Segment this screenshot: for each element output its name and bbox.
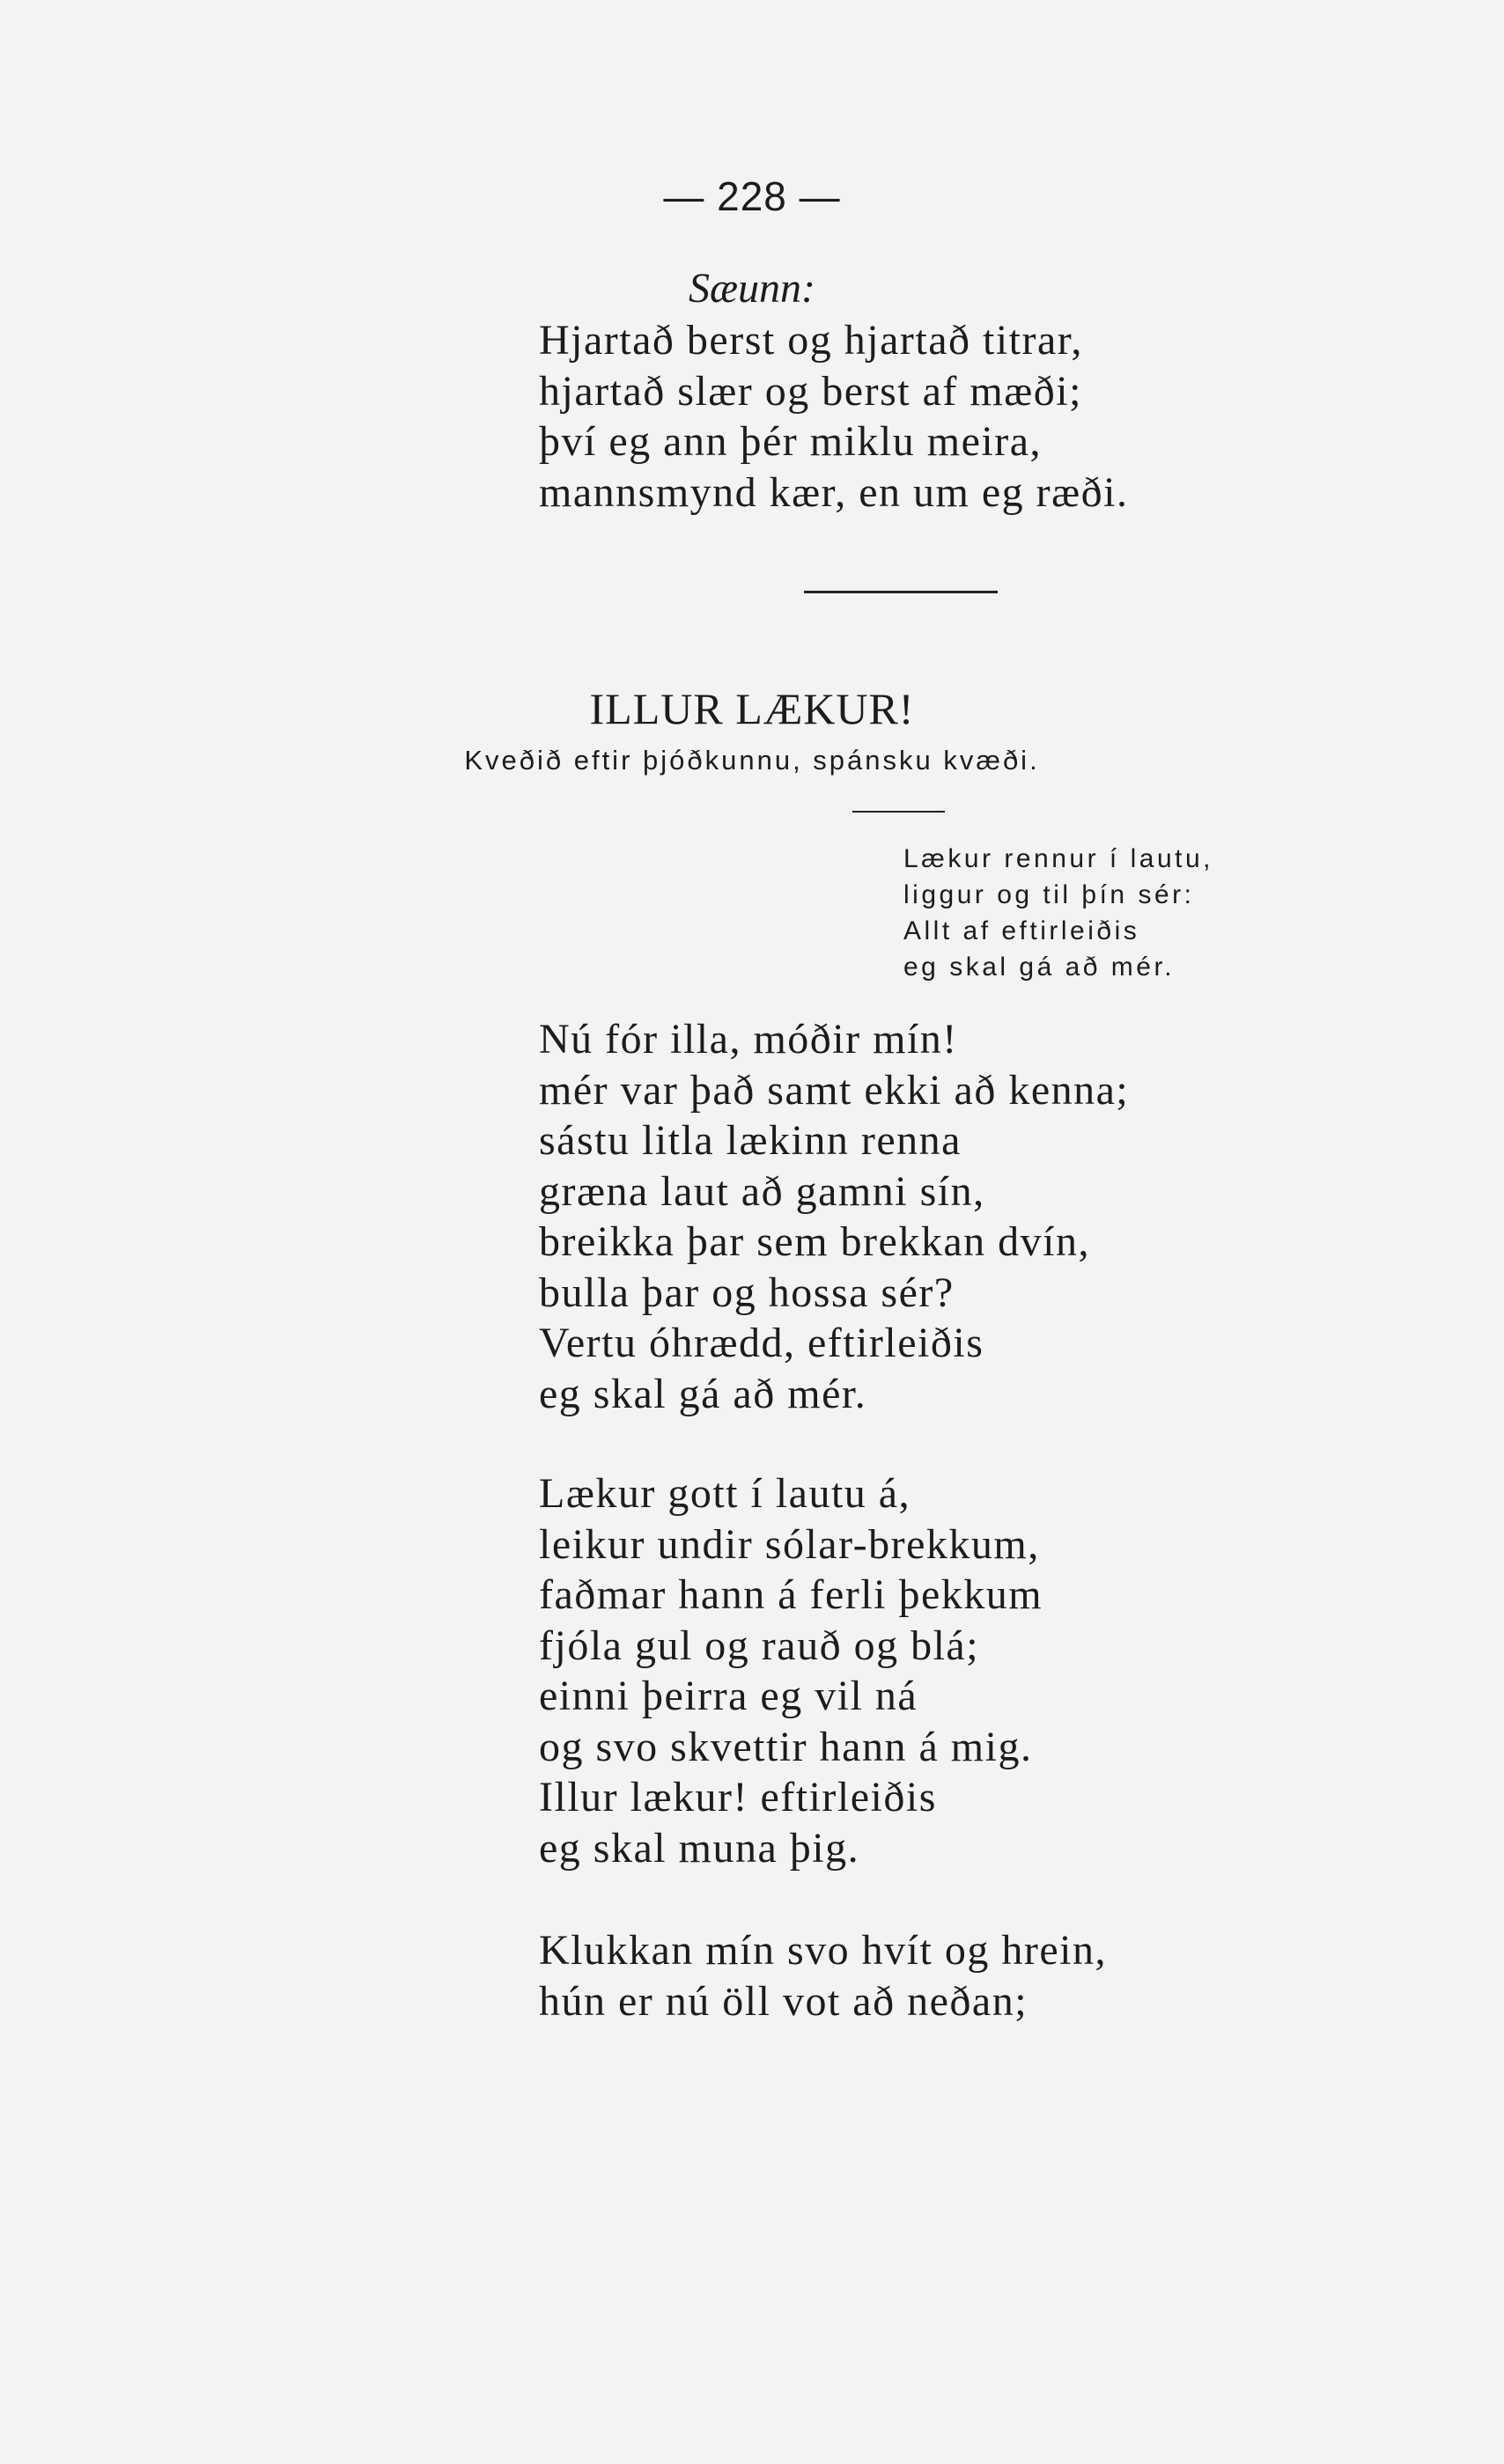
verse-line: Lækur gott í lautu á, (539, 1470, 911, 1517)
page-number: — 228 — (663, 173, 841, 219)
epigraph-line: eg skal gá að mér. (903, 953, 1176, 982)
verse-line: því eg ann þér miklu meira, (539, 418, 1043, 465)
verse-line: mannsmynd kær, en um eg ræði. (539, 468, 1129, 516)
verse-line: hún er nú öll vot að neðan; (539, 1977, 1028, 2025)
verse-line: leikur undir sólar-brekkum, (539, 1520, 1040, 1568)
section-divider (804, 591, 998, 593)
verse-line: eg skal gá að mér. (539, 1370, 867, 1417)
verse-line: sástu litla lækinn renna (539, 1117, 962, 1164)
verse-line: og svo skvettir hann á mig. (539, 1723, 1033, 1770)
verse-line: eg skal muna þig. (539, 1824, 860, 1872)
verse-line: Illur lækur! eftirleiðis (539, 1774, 937, 1820)
verse-line: breikka þar sem brekkan dvín, (539, 1218, 1090, 1265)
verse-line: bulla þar og hossa sér? (539, 1269, 955, 1316)
speaker-name: Sæunn: (689, 265, 815, 312)
verse-line: mér var það samt ekki að kenna; (539, 1066, 1130, 1114)
epigraph-line: Lækur rennur í lautu, (903, 844, 1213, 873)
verse-line: faðmar hann á ferli þekkum (539, 1571, 1043, 1618)
verse-line: Nú fór illa, móðir mín! (539, 1016, 958, 1063)
verse-line: fjóla gul og rauð og blá; (539, 1622, 980, 1669)
verse-line: Klukkan mín svo hvít og hrein, (539, 1927, 1107, 1974)
verse-line: einni þeirra eg vil ná (539, 1673, 918, 1719)
epigraph-line: liggur og til þín sér: (903, 880, 1195, 909)
epigraph-line: Allt af eftirleiðis (903, 916, 1140, 945)
verse-line: græna laut að gamni sín, (539, 1167, 985, 1215)
subtitle-divider (852, 811, 945, 813)
poem-subtitle: Kveðið eftir þjóðkunnu, spánsku kvæði. (464, 745, 1040, 776)
stanza-4 (539, 1925, 1107, 2026)
poem-title: ILLUR LÆKUR! (589, 684, 915, 733)
epigraph (903, 841, 1213, 985)
stanza-1 (539, 315, 1129, 518)
verse-line: hjartað slær og berst af mæði; (539, 367, 1082, 415)
verse-line: Vertu óhrædd, eftirleiðis (539, 1320, 984, 1366)
verse-line: Hjartað berst og hjartað titrar, (539, 317, 1083, 364)
stanza-3 (539, 1468, 1043, 1873)
stanza-2 (539, 1014, 1129, 1419)
